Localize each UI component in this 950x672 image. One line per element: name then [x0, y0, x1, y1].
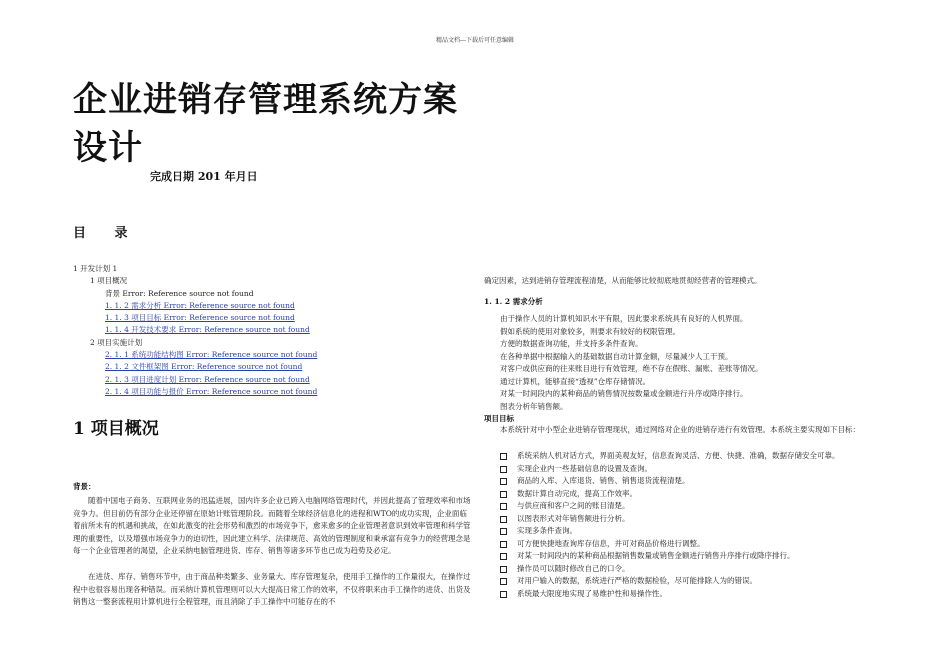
- toc-link[interactable]: 2. 1. 3 项目进度计划 Error: Reference source not found: [105, 375, 310, 384]
- toc-entry: 2 项目实施计划: [90, 338, 143, 347]
- goal-item: 系统最大限度地实现了易维护性和易操作性。: [500, 588, 667, 599]
- goal-item: 系统采纳人机对话方式，界面美观友好，信息查询灵活、方便、快捷、准确，数据存储安全可靠。: [500, 450, 840, 461]
- section-heading: 1 项目概况: [73, 419, 159, 439]
- goals-intro: 本系统针对中小型企业进销存管理现状，通过网络对企业的进销存进行有效管理。本系统主要实现如下目标：: [500, 425, 860, 434]
- checkbox-bullet-icon: [500, 566, 507, 573]
- toc-heading: 目 录: [73, 226, 140, 241]
- checkbox-bullet-icon: [500, 466, 507, 473]
- goal-item: 对用户输入的数据，系统进行严格的数据检验，尽可能排除人为的错误。: [500, 575, 757, 586]
- toc-entry: 背景 Error: Reference source not found: [105, 289, 254, 298]
- toc-link[interactable]: 2. 1. 1 系统功能结构图 Error: Reference source not found: [105, 350, 318, 359]
- checkbox-bullet-icon: [500, 516, 507, 523]
- requirement-line: 图表分析年销售额。: [500, 402, 568, 411]
- requirement-line: 由于操作人员的计算机知识水平有限，因此要求系统具有良好的人机界面。: [500, 314, 748, 323]
- page-header: 精品文档---下载后可任意编辑: [435, 37, 515, 44]
- toc-entry: 1 开发计划 1: [73, 264, 118, 273]
- goal-item: 操作员可以随时修改自己的口令。: [500, 563, 630, 574]
- goal-item: 可方便快捷地查询库存信息，并可对商品价格进行调整。: [500, 538, 705, 549]
- toc-link[interactable]: 1. 1. 2 需求分析 Error: Reference source not found: [105, 301, 295, 310]
- checkbox-bullet-icon: [500, 491, 507, 498]
- requirement-line: 方便的数据查询功能，并支持多条件查询。: [500, 339, 643, 348]
- goal-item: 数据计算自动完成，提高工作效率。: [500, 488, 637, 499]
- toc-link[interactable]: 1. 1. 3 项目目标 Error: Reference source not found: [105, 313, 295, 322]
- checkbox-bullet-icon: [500, 541, 507, 548]
- checkbox-bullet-icon: [500, 453, 507, 460]
- checkbox-bullet-icon: [500, 503, 507, 510]
- toc-link[interactable]: 2. 1. 2 文件框架图 Error: Reference source not found: [105, 362, 303, 371]
- requirements-heading: 1. 1. 2 需求分析: [484, 297, 543, 306]
- goal-item: 商品的入库、入库退货、销售、销售退货流程清楚。: [500, 475, 690, 486]
- continuation-text: 确定因素，达到进销存管理流程清楚，从而能够比较彻底地贯彻经营者的管理模式。: [484, 276, 762, 285]
- toc-link[interactable]: 1. 1. 4 开发技术要求 Error: Reference source not found: [105, 325, 310, 334]
- document-title-line2: 设计: [73, 128, 143, 168]
- checkbox-bullet-icon: [500, 553, 507, 560]
- goal-item: 与供应商和客户之间的账目清楚。: [500, 500, 630, 511]
- toc-link[interactable]: 2. 1. 4 项目功能与报价 Error: Reference source not found: [105, 387, 318, 396]
- completion-date: 完成日期 201 年月日: [150, 170, 258, 183]
- document-title-line1: 企业进销存管理系统方案: [73, 80, 458, 120]
- toc-entry: 1 项目概况: [90, 276, 128, 285]
- checkbox-bullet-icon: [500, 478, 507, 485]
- goal-item: 实现多条件查询。: [500, 525, 577, 536]
- goal-item: 以图表形式对年销售额进行分析。: [500, 513, 630, 524]
- requirement-line: 假如系统的使用对象较多，则要求有较好的权限管理。: [500, 327, 680, 336]
- background-label: 背景：: [73, 482, 96, 491]
- goal-item: 对某一时间段内的某种商品根据销售数量或销售金额进行销售升序排行或降序排行。: [500, 550, 795, 561]
- goal-item: 实现企业内一些基础信息的设置及查询。: [500, 463, 652, 474]
- background-paragraph-1: 随着中国电子商务、互联网业务的迅猛进展，国内许多企业已跨入电脑网络管理时代，并因此提高了管理效率和市场竞争力。但目前仍有部分企业还停留在原始计账管理阶段。而随着全球经济信息化的进程和WTO的成功实现，企业面临着前所未有的机遇和挑战，在如此激变的社会形势和激烈的市场竞争下，愈来愈多的企业管理者意识到效率管理和科学管理的重要性，以及增强市场竞争力的迫切性，因此建立科学、法律规范、高效的管理制度和秉承富有竞争力的经营理念是每一个企业管理者的渴望，企业采纳电脑管理进货、库存、销售等诸多环节也已成为趋势及必定。: [73, 496, 471, 555]
- requirement-line: 在各种单据中根据输入的基础数据自动计算金额，尽量减少人工干预。: [500, 352, 733, 361]
- checkbox-bullet-icon: [500, 528, 507, 535]
- background-paragraph-2: 在进货、库存、销售环节中，由于商品种类繁多、业务量大、库存管理复杂，使用手工操作的工作量很大，在操作过程中也很容易出现各种错误。而采纳计算机管理则可以大大提高日常工作的效率，不仅将职来由手工操作的进货、出货及销售这一整套流程用计算机进行全程管理，而且消除了手工操作中可能存在的不: [73, 572, 471, 606]
- checkbox-bullet-icon: [500, 578, 507, 585]
- requirement-line: 对某一时间段内的某种商品的销售情况按数量或金额进行升序或降序排行。: [500, 389, 748, 398]
- checkbox-bullet-icon: [500, 591, 507, 598]
- requirement-line: 对客户或供应商的往来账目进行有效管理，绝不存在假账、漏账、差账等情况。: [500, 364, 763, 373]
- requirement-line: 通过计算机，能够直接“透视”仓库存储情况。: [500, 377, 651, 386]
- goals-heading: 项目目标: [484, 414, 514, 423]
